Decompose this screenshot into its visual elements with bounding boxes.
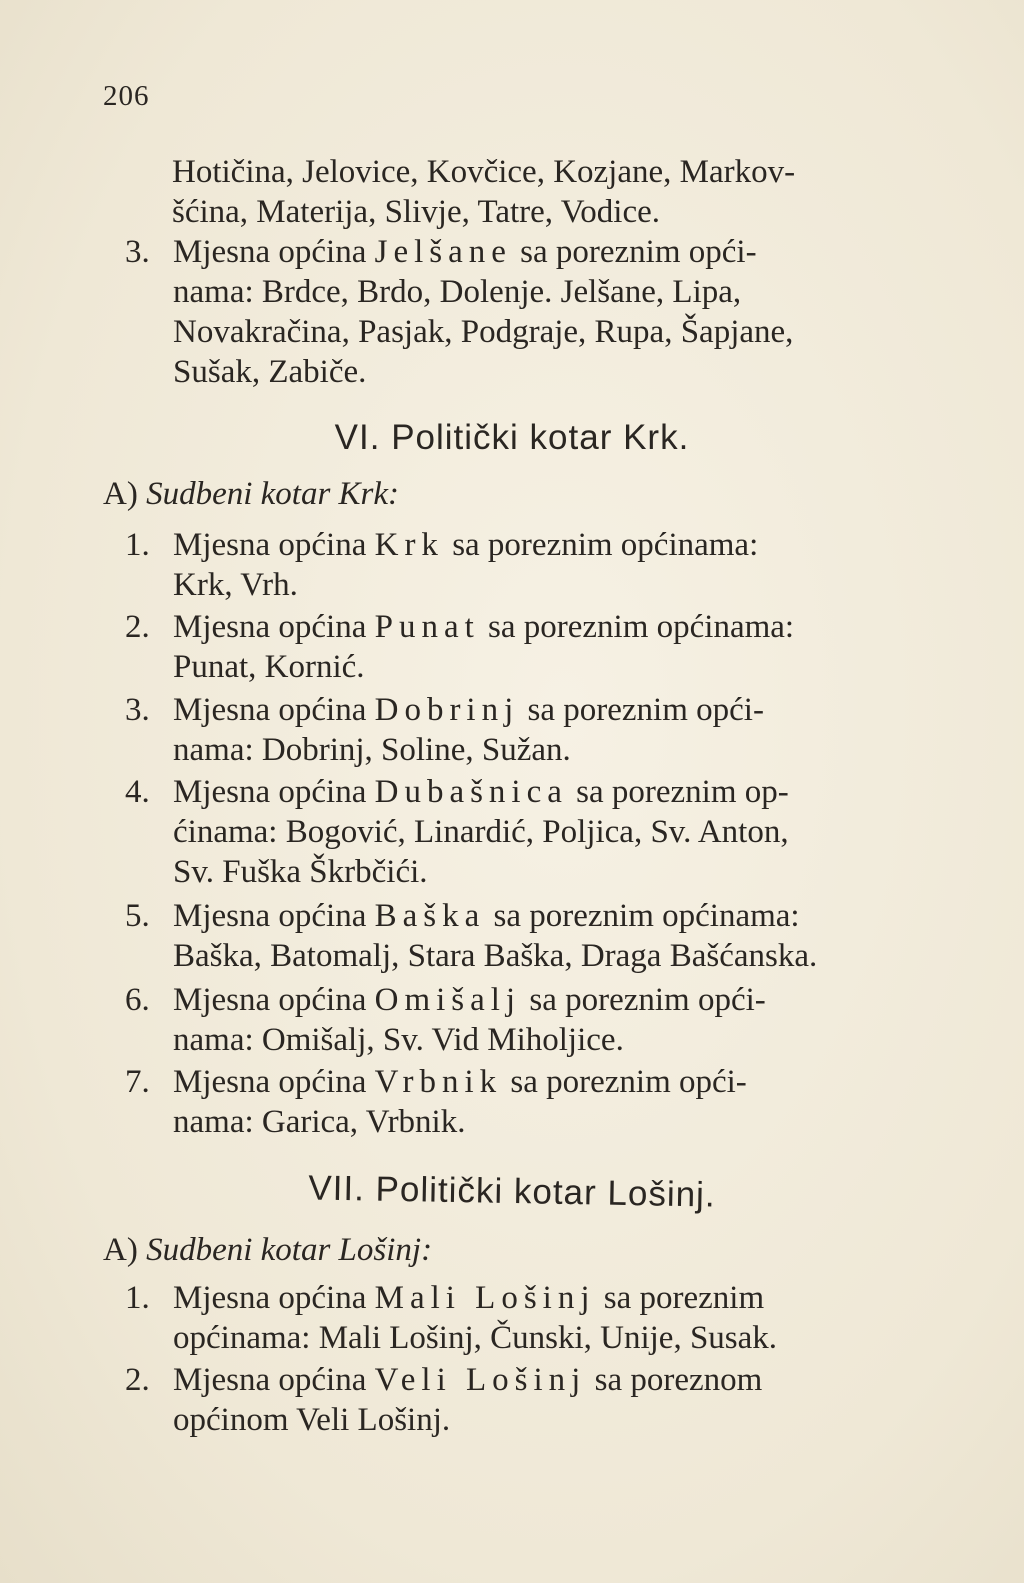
continuation-text [172,152,930,232]
municipality-name: Veli Lošinj [374,1362,587,1398]
text-line [173,896,930,936]
entry-number: 5. [125,898,150,934]
list-item [125,1278,930,1358]
subsection-title: Sudbeni kotar Krk: [146,476,400,512]
text-line [173,980,930,1020]
entry-suffix: sa poreznom [594,1362,763,1398]
entry-jelsane [125,232,930,392]
entry-number: 7. [125,1064,150,1100]
text-line: Krk, Vrh. [173,567,298,603]
text-line [173,607,930,647]
entry-suffix: sa poreznim [603,1280,765,1316]
municipality-name: Krk [374,527,444,563]
entry-number: 3. [125,692,150,728]
entry-prefix: Mjesna općina [173,982,367,1018]
entry-prefix: Mjesna općina [173,774,367,810]
municipality-name: Baška [374,898,486,934]
entry-prefix: Mjesna općina [173,898,367,934]
text-line [173,1278,930,1318]
text-line: nama: Dobrinj, Soline, Sužan. [173,732,571,768]
text-line [173,690,930,730]
list-item [125,525,930,605]
text-line: Novakračina, Pasjak, Podgraje, Rupa, Šapjane, [173,314,794,350]
text-line: Punat, Kornić. [173,649,365,685]
text-line [173,232,930,272]
municipality-name: Punat [374,609,480,645]
entry-number: 2. [125,1362,150,1398]
text-line: općinama: Mali Lošinj, Čunski, Unije, Susak. [173,1320,778,1356]
entry-suffix: sa poreznim opći- [510,1064,747,1100]
text-line [173,772,930,812]
list-item [125,607,930,687]
text-line: nama: Garica, Vrbnik. [173,1104,466,1140]
entry-number: 4. [125,774,150,810]
text-line: Sušak, Zabiče. [173,354,367,390]
entry-prefix: Mjesna općina [173,1064,367,1100]
municipality-name: Vrbnik [374,1064,503,1100]
section-heading-losinj: VII. Politički kotar Lošinj. [308,1168,716,1215]
subsection-title: Sudbeni kotar Lošinj: [146,1232,433,1268]
entry-prefix: Mjesna općina [173,1280,367,1316]
entry-suffix: sa poreznim općinama: [488,609,795,645]
entry-suffix: sa poreznim op- [576,774,789,810]
entry-number: 1. [125,1280,150,1316]
text-line: šćina, Materija, Slivje, Tatre, Vodice. [172,194,660,230]
entry-number: 6. [125,982,150,1018]
entry-prefix: Mjesna općina [173,527,367,563]
entry-suffix: sa poreznim općinama: [493,898,800,934]
municipality-name: Omišalj [374,982,522,1018]
municipality-name: Dubašnica [374,774,568,810]
subsection-letter: A) [103,476,138,512]
entry-suffix: sa poreznim općinama: [452,527,759,563]
entry-suffix: sa poreznim opći- [527,692,764,728]
list-item [125,1360,930,1440]
text-line: Hotičina, Jelovice, Kovčice, Kozjane, Markov- [172,154,796,190]
text-line [173,1360,930,1400]
text-line: Baška, Batomalj, Stara Baška, Draga Bašćanska. [173,938,818,974]
municipality-name: Dobrinj [374,692,520,728]
list-item [125,896,930,976]
section-heading-krk: VI. Politički kotar Krk. [334,418,690,457]
subsection-heading-losinj [103,1232,432,1269]
entry-prefix: Mjesna općina [173,609,367,645]
municipality-name: Mali Lošinj [374,1280,596,1316]
text-line: općinom Veli Lošinj. [173,1402,451,1438]
municipality-name: Jelšane [374,234,512,270]
text-line [173,1062,930,1102]
text-line: nama: Omišalj, Sv. Vid Miholjice. [173,1022,624,1058]
subsection-letter: A) [103,1232,138,1268]
entry-number: 2. [125,609,150,645]
text-line: nama: Brdce, Brdo, Dolenje. Jelšane, Lipa, [173,274,742,310]
entry-prefix: Mjesna općina [173,234,367,270]
subsection-heading-krk [103,476,399,513]
list-item [125,772,930,892]
entry-prefix: Mjesna općina [173,1362,367,1398]
list-item [125,690,930,770]
entry-suffix: sa poreznim opći- [529,982,766,1018]
entry-suffix: sa poreznim opći- [520,234,757,270]
entry-prefix: Mjesna općina [173,692,367,728]
list-item [125,980,930,1060]
text-line: Sv. Fuška Škrbčići. [173,854,428,890]
page-number: 206 [103,80,150,112]
text-line: ćinama: Bogović, Linardić, Poljica, Sv. Anton, [173,814,789,850]
entry-number: 1. [125,527,150,563]
entry-number: 3. [125,234,150,270]
text-line [173,525,930,565]
list-item [125,1062,930,1142]
